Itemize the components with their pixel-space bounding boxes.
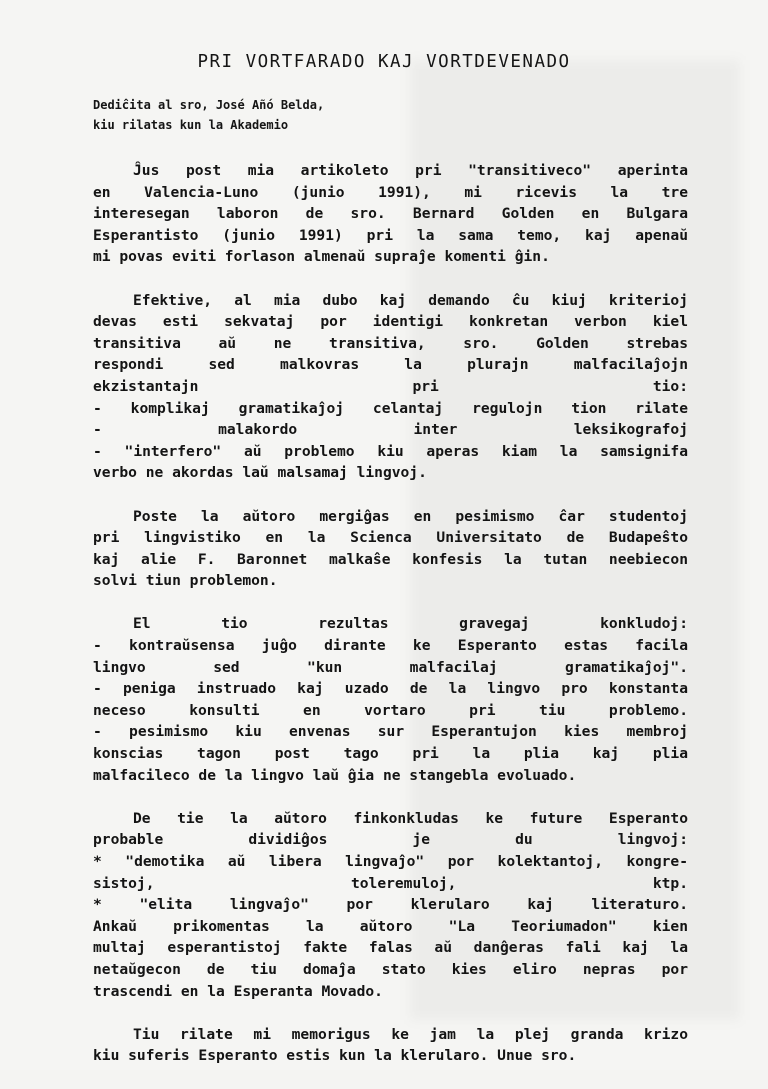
dedication — [93, 95, 324, 135]
text-line: neceso konsulti en vortaro pri tiu problemo. — [93, 701, 688, 719]
text-line: El tio rezultas gravegaj konkludoj: — [133, 615, 688, 633]
text-line: sistoj, toleremuloj, ktp. — [93, 874, 688, 892]
text-line: respondi sed malkovras la plurajn malfacilaĵojn — [93, 356, 688, 374]
text-line: Tiu rilate mi memorigus ke jam la plej granda krizo — [133, 1025, 688, 1043]
text-line: probable dividiĝos je du lingvoj: — [93, 831, 688, 849]
text-line: - "interfero" aŭ problemo kiu aperas kiam la samsignifa — [93, 442, 688, 460]
text-line: solvi tiun problemon. — [93, 572, 278, 590]
text-line: trascendi en la Esperanta Movado. — [93, 982, 383, 1000]
text-line: netaŭgecon de tiu domaĵa stato kies eliro nepras por — [93, 960, 688, 978]
paragraph — [93, 613, 688, 786]
article-body — [93, 160, 688, 1089]
text-line: De tie la aŭtoro finkonkludas ke future Esperanto — [133, 809, 688, 827]
text-line: kaj alie F. Baronnet malkaŝe konfesis la tutan neebiecon — [93, 550, 688, 568]
text-line: multaj esperantistoj fakte falas aŭ danĝeras fali kaj la — [93, 939, 688, 957]
text-line: Ankaŭ prikomentas la aŭtoro "La Teoriumadon" kien — [93, 917, 688, 935]
text-line: konscias tagon post tago pri la plia kaj plia — [93, 745, 688, 763]
text-line: Esperantisto (junio 1991) pri la sama temo, kaj apenaŭ — [93, 226, 688, 244]
text-line: Ĵus post mia artikoleto pri "transitiveco" aperinta — [133, 162, 688, 179]
text-line: devas esti sekvataj por identigi konkretan verbon kiel — [93, 313, 688, 331]
text-line: en Valencia-Luno (junio 1991), mi ricevis la tre — [93, 183, 688, 201]
dedication-line: kiu rilatas kun la Akademio — [93, 118, 289, 132]
text-line: - malakordo inter leksikografoj — [93, 421, 688, 439]
text-line: * "elita lingvaĵo" por klerularo kaj literaturo. — [93, 896, 688, 914]
text-line: ekzistantajn pri tio: — [93, 377, 688, 395]
text-line: pri lingvistiko en la Scienca Universitato de Budapeŝto — [93, 529, 688, 547]
page-title: PRI VORTFARADO KAJ VORTDEVENADO — [197, 52, 571, 72]
text-line: verbo ne akordas laŭ malsamaj lingvoj. — [93, 464, 427, 482]
paragraph — [93, 1024, 688, 1067]
text-line: lingvo sed "kun malfacilaj gramatikaĵoj". — [93, 658, 688, 676]
text-line: - kontraŭsensa juĝo dirante ke Esperanto estas facila — [93, 637, 688, 655]
dedication-line: Dediĉita al sro, José Añó Belda, — [93, 98, 325, 112]
text-line: Efektive, al mia dubo kaj demando ĉu kiuj kriterioj — [133, 291, 688, 309]
text-line: - peniga instruado kaj uzado de la lingvo pro konstanta — [93, 680, 688, 698]
text-line: Poste la aŭtoro mergiĝas en pesimismo ĉar studentoj — [133, 507, 688, 525]
text-line: mi povas eviti forlason almenaŭ supraĵe komenti ĝin. — [93, 248, 550, 266]
text-line: kiu suferis Esperanto estis kun la klerularo. Unue sro. — [93, 1047, 577, 1065]
text-line: * "demotika aŭ libera lingvaĵo" por kolektantoj, kongre- — [93, 853, 688, 870]
text-line: interesegan laboron de sro. Bernard Golden en Bulgara — [93, 205, 688, 223]
paragraph — [93, 506, 688, 592]
paragraph — [93, 808, 688, 1002]
paragraph — [93, 290, 688, 484]
text-line: - komplikaj gramatikaĵoj celantaj regulojn tion rilate — [93, 399, 688, 417]
text-line: - pesimismo kiu envenas sur Esperantujon kies membroj — [93, 723, 688, 741]
text-line: transitiva aŭ ne transitiva, sro. Golden strebas — [93, 334, 688, 352]
text-line: malfacileco de la lingvo laŭ ĝia ne stangebla evoluado. — [93, 766, 577, 784]
paragraph — [93, 160, 688, 268]
